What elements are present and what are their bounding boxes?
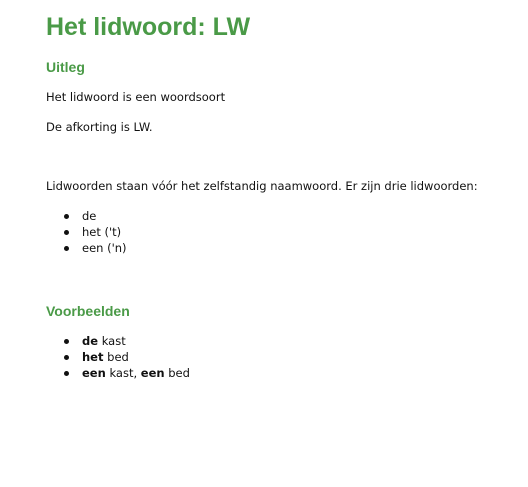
lidwoorden-list	[46, 208, 127, 256]
example-noun: kast,	[109, 366, 138, 380]
list-item	[46, 349, 190, 365]
paragraph-definition: Het lidwoord is een woordsoort	[46, 90, 226, 104]
paragraph-abbreviation: De afkorting is LW.	[46, 120, 153, 134]
list-item: een ('n)	[46, 240, 127, 256]
example-article: een	[140, 366, 165, 380]
section-heading-voorbeelden: Voorbeelden	[46, 303, 130, 319]
example-article: een	[82, 366, 106, 380]
example-article: het	[82, 350, 104, 364]
example-noun: kast	[101, 334, 126, 348]
page-title: Het lidwoord: LW	[46, 13, 251, 41]
list-item	[46, 333, 190, 349]
list-item	[46, 365, 190, 381]
paragraph-position: Lidwoorden staan vóór het zelfstandig naamwoord. Er zijn drie lidwoorden:	[46, 179, 478, 193]
list-item: het ('t)	[46, 224, 127, 240]
example-noun: bed	[107, 350, 129, 364]
section-heading-uitleg: Uitleg	[46, 59, 85, 75]
list-item: de	[46, 208, 127, 224]
example-noun: bed	[168, 366, 190, 380]
voorbeelden-list	[46, 333, 190, 381]
example-article: de	[82, 334, 99, 348]
